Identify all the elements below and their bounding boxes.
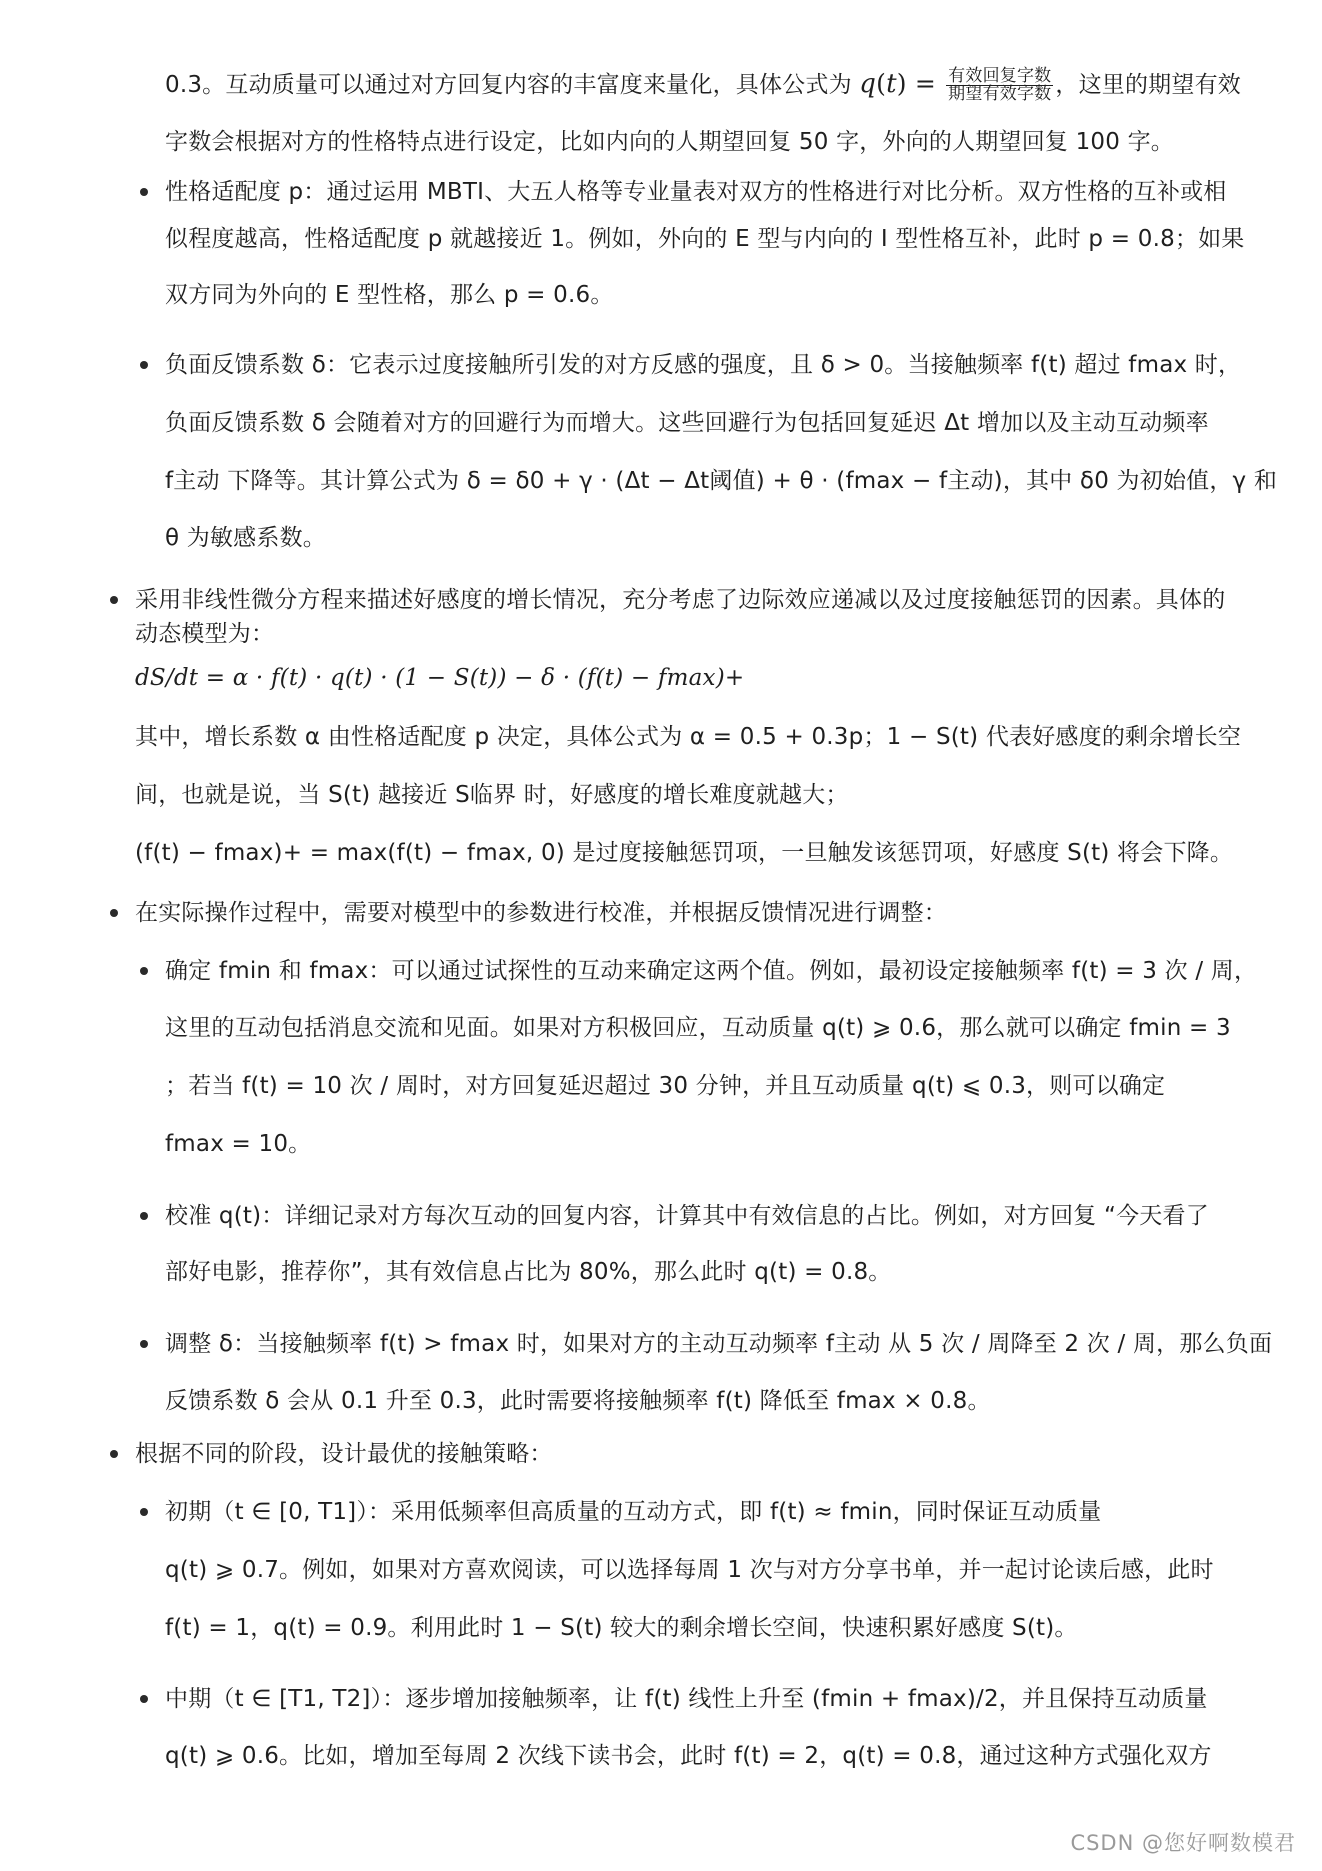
text-line: 间，也就是说，当 S(t) 越接近 S临界 时，好感度的增长难度就越大；	[135, 782, 849, 808]
text-line: 校准 q(t)：详细记录对方每次互动的回复内容，计算其中有效信息的占比。例如，对方回复 “今天看了	[165, 1203, 1209, 1229]
bullet-icon	[140, 361, 148, 369]
bullet-icon	[140, 967, 148, 975]
text-line: 似程度越高，性格适配度 p 就越接近 1。例如，外向的 E 型与内向的 I 型性格互补，此时 p = 0.8；如果	[165, 226, 1245, 252]
text-line: 根据不同的阶段，设计最优的接触策略：	[135, 1441, 553, 1467]
bullet-icon	[110, 909, 118, 917]
text-line: 调整 δ：当接触频率 f(t) > fmax 时，如果对方的主动互动频率 f主动 从 5 次 / 周降至 2 次 / 周，那么负面	[165, 1331, 1273, 1357]
line-text: 0.3。互动质量可以通过对方回复内容的丰富度来量化，具体公式为	[165, 72, 860, 98]
bullet-icon	[110, 1450, 118, 1458]
bullet-icon	[140, 1695, 148, 1703]
text-line: q(t) ⩾ 0.7。例如，如果对方喜欢阅读，可以选择每周 1 次与对方分享书单，并一起讨论读后感，此时	[165, 1557, 1214, 1583]
bullet-icon	[140, 1212, 148, 1220]
text-line: 0.3。互动质量可以通过对方回复内容的丰富度来量化，具体公式为 q(t) = $\frac{\text{有效回复字数}}{\text{期望有效字数}}$ ，这里的期望有效	[165, 66, 1241, 104]
fraction-numerator: 有效回复字数	[948, 66, 1052, 86]
bullet-icon	[140, 188, 148, 196]
bullet-icon	[140, 1508, 148, 1516]
text-line: 初期（t ∈ [0, T1]）：采用低频率但高质量的互动方式，即 f(t) ≈ fmin，同时保证互动质量	[165, 1499, 1102, 1525]
text-line: 动态模型为：	[135, 621, 275, 647]
text-line: fmax = 10。	[165, 1131, 312, 1157]
watermark: CSDN @您好啊数模君	[1070, 1831, 1296, 1855]
text-line: 在实际操作过程中，需要对模型中的参数进行校准，并根据反馈情况进行调整：	[135, 900, 947, 926]
text-line: 负面反馈系数 δ 会随着对方的回避行为而增大。这些回避行为包括回复延迟 Δt 增加以及主动互动频率	[165, 410, 1209, 436]
text-line: f(t) = 1，q(t) = 0.9。利用此时 1 − S(t) 较大的剩余增长空间，快速积累好感度 S(t)。	[165, 1615, 1078, 1641]
text-line: 负面反馈系数 δ：它表示过度接触所引发的对方反感的强度，且 δ > 0。当接触频率 f(t) 超过 fmax 时，	[165, 352, 1242, 378]
line-text: ，这里的期望有效	[1055, 72, 1241, 98]
text-line: ；若当 f(t) = 10 次 / 周时，对方回复延迟超过 30 分钟，并且互动质量 q(t) ⩽ 0.3，则可以确定	[165, 1073, 1166, 1099]
bullet-icon	[140, 1340, 148, 1348]
formula-dynamic-model: dS/dt = α · f(t) · q(t) · (1 − S(t)) − δ · (f(t) − fmax)+	[135, 665, 745, 691]
text-line: 双方同为外向的 E 型性格，那么 p = 0.6。	[165, 282, 614, 308]
fraction	[946, 68, 1053, 103]
text-line: 采用非线性微分方程来描述好感度的增长情况，充分考虑了边际效应递减以及过度接触惩罚的因素。具体的	[135, 587, 1226, 613]
text-line: 部好电影，推荐你”，其有效信息占比为 80%，那么此时 q(t) = 0.8。	[165, 1259, 892, 1285]
fraction-denominator: 期望有效字数	[948, 84, 1052, 104]
bullet-icon	[110, 596, 118, 604]
text-line: 中期（t ∈ [T1, T2]）：逐步增加接触频率，让 f(t) 线性上升至 (fmin + fmax)/2，并且保持互动质量	[165, 1686, 1208, 1712]
text-line: 这里的互动包括消息交流和见面。如果对方积极回应，互动质量 q(t) ⩾ 0.6，那么就可以确定 fmin = 3	[165, 1015, 1231, 1041]
formula-q: q	[859, 69, 877, 99]
text-line: q(t) ⩾ 0.6。比如，增加至每周 2 次线下读书会，此时 f(t) = 2，q(t) = 0.8，通过这种方式强化双方	[165, 1743, 1212, 1769]
text-line: θ 为敏感系数。	[165, 525, 326, 551]
text-line: 确定 fmin 和 fmax：可以通过试探性的互动来确定这两个值。例如，最初设定接触频率 f(t) = 3 次 / 周，	[165, 958, 1258, 984]
text-line: f主动 下降等。其计算公式为 δ = δ0 + γ · (Δt − Δt阈值) + θ · (fmax − f主动)，其中 δ0 为初始值，γ 和	[165, 468, 1278, 494]
text-line: 其中，增长系数 α 由性格适配度 p 决定，具体公式为 α = 0.5 + 0.3p；1 − S(t) 代表好感度的剩余增长空	[135, 724, 1242, 750]
text-line: (f(t) − fmax)+ = max(f(t) − fmax, 0) 是过度接触惩罚项，一旦触发该惩罚项，好感度 S(t) 将会下降。	[135, 840, 1234, 866]
text-line: 性格适配度 p：通过运用 MBTI、大五人格等专业量表对双方的性格进行对比分析。双方性格的互补或相	[165, 179, 1227, 205]
text-line: 字数会根据对方的性格特点进行设定，比如内向的人期望回复 50 字，外向的人期望回复 100 字。	[165, 129, 1175, 155]
text-line: 反馈系数 δ 会从 0.1 升至 0.3，此时需要将接触频率 f(t) 降低至 fmax × 0.8。	[165, 1388, 991, 1414]
